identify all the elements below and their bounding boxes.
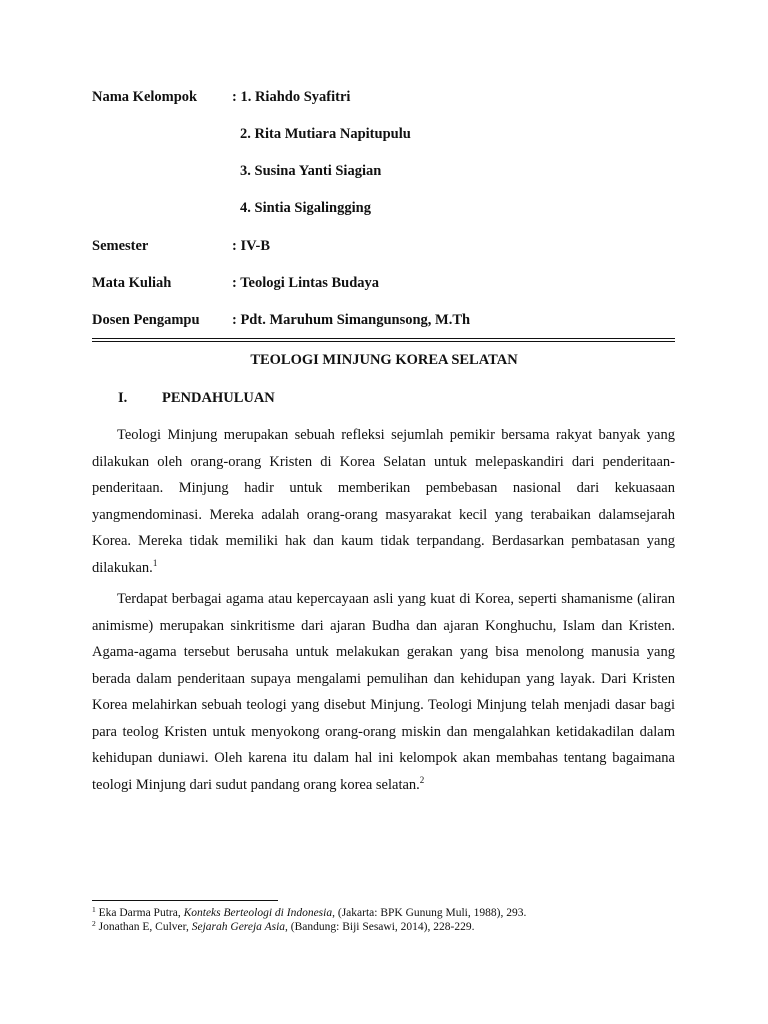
header-divider-top: [92, 338, 675, 339]
paragraph-2-text: Terdapat berbagai agama atau kepercayaan asli yang kuat di Korea, seperti shamanisme (aliran animisme) merupakan sinkritisme dari ajaran Budha dan ajaran Konghuchu, Islam dan Kristen. Agama-agama tersebut berusaha untuk melakukan gerakan yang bisa menolong manusia yang berada dalam penderitaan supaya mengalami pemulihan dan kehidupan yang layak. Dari Kristen Korea melahirkan sebuah teologi yang disebut Minjung. Teologi Minjung telah menjadi dasar bagi para teolog Kristen untuk menyokong orang-orang miskin dan mengalahkan ketidakadilan dalam kehidupan duniawi. Oleh karena itu dalam hal ini kelompok akan membahas tentang bagaimana teologi Minjung dari sudut pandang orang korea selatan.: [92, 591, 675, 793]
document-title: TEOLOGI MINJUNG KOREA SELATAN: [250, 352, 518, 368]
member-1: : 1. Riahdo Syafitri: [232, 89, 351, 105]
footnote-2-number: 2: [92, 919, 96, 928]
footnote-1: [92, 907, 526, 919]
semester-label: Semester: [92, 238, 149, 254]
member-2: 2. Rita Mutiara Napitupulu: [240, 126, 411, 142]
member-3: 3. Susina Yanti Siagian: [240, 163, 382, 179]
footnote-2-book-title: Sejarah Gereja Asia: [191, 921, 286, 933]
header-divider-bottom: [92, 341, 675, 342]
section-number: I.: [118, 390, 128, 406]
footnote-1-post: , (Jakarta: BPK Gunung Muli, 1988), 293.: [332, 907, 527, 919]
paragraph-1: [92, 422, 675, 581]
course-value: : Teologi Lintas Budaya: [232, 275, 380, 291]
footnote-divider: [92, 900, 278, 901]
member-4: 4. Sintia Sigalingging: [240, 200, 371, 216]
paragraph-2: [92, 586, 675, 798]
group-label: Nama Kelompok: [92, 89, 198, 105]
paragraph-1-text: Teologi Minjung merupakan sebuah refleksi sejumlah pemikir bersama rakyat banyak yang dilakukan oleh orang-orang Kristen di Korea Selatan untuk melepaskandiri dari penderitaan-penderitaan. Minjung hadir untuk memberikan pembebasan nasional dari kekuasaan yangmendominasi. Mereka adalah orang-orang masyarakat kecil yang terabaikan dalamsejarah Korea. Mereka tidak memiliki hak dan kaum tidak terpandang. Berdasarkan pembatasan yang dilakukan.: [92, 427, 675, 576]
footnote-ref-1: 1: [152, 557, 158, 568]
lecturer-label: Dosen Pengampu: [92, 312, 200, 328]
footnote-2: [92, 921, 474, 933]
footnote-1-number: 1: [92, 905, 96, 914]
section-title: PENDAHULUAN: [162, 390, 275, 406]
footnote-2-post: , (Bandung: Biji Sesawi, 2014), 228-229.: [285, 921, 475, 933]
course-label: Mata Kuliah: [92, 275, 172, 291]
semester-value: : IV-B: [232, 238, 270, 254]
lecturer-value: : Pdt. Maruhum Simangunsong, M.Th: [232, 312, 471, 328]
footnote-ref-2: 2: [419, 774, 425, 785]
footnote-1-pre: Eka Darma Putra,: [98, 907, 184, 919]
footnote-1-book-title: Konteks Berteologi di Indonesia: [183, 907, 333, 919]
footnote-2-pre: Jonathan E, Culver,: [98, 921, 192, 933]
